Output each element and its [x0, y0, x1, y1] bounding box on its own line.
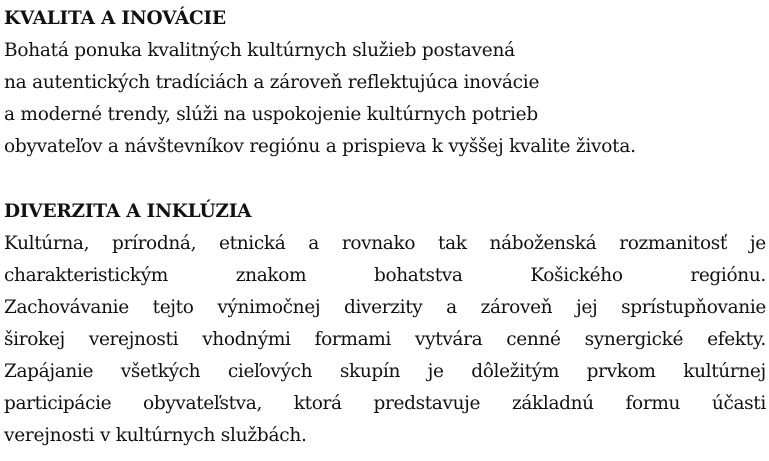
paragraph-line: a moderné trendy, slúži na uspokojenie kultúrnych potrieb — [4, 104, 538, 125]
word: kultúrnej — [683, 361, 766, 382]
word: vytvára — [415, 329, 483, 350]
word: Zachovávanie — [4, 297, 129, 318]
paragraph-line — [4, 260, 766, 292]
word: náboženská — [489, 233, 597, 254]
paragraph-line — [4, 292, 766, 324]
word: participácie — [4, 393, 112, 414]
word: prírodná, — [112, 233, 197, 254]
word: je — [749, 233, 766, 254]
word: skupín — [339, 361, 401, 382]
word: obyvateľstva, — [143, 393, 262, 414]
word: etnická — [219, 233, 286, 254]
paragraph-line — [4, 388, 766, 420]
word: efekty. — [707, 329, 766, 350]
word: jej — [576, 297, 598, 318]
word: verejnosti — [88, 329, 179, 350]
word: regiónu. — [690, 265, 766, 286]
section-diverzita-a-inkluzia — [4, 196, 766, 452]
word: dôležitým — [471, 361, 560, 382]
paragraph-line: obyvateľov a návštevníkov regiónu a prispieva k vyššej kvalite života. — [4, 136, 636, 157]
word: charakteristickým — [4, 265, 168, 286]
word: Kultúrna, — [4, 233, 90, 254]
word: predstavuje — [373, 393, 481, 414]
word: je — [427, 361, 444, 382]
word: všetkých — [120, 361, 201, 382]
section-kvalita-a-inovacie — [4, 3, 766, 163]
word: vhodnými — [202, 329, 291, 350]
word: znakom — [235, 265, 307, 286]
word: bohatstva — [373, 265, 463, 286]
word: výnimočnej — [217, 297, 321, 318]
word: a — [308, 233, 319, 254]
word: prvkom — [586, 361, 656, 382]
word: cenné — [506, 329, 561, 350]
word: formami — [314, 329, 392, 350]
section-heading: KVALITA A INOVÁCIE — [4, 8, 226, 29]
word: rovnako — [341, 233, 416, 254]
word: a — [446, 297, 457, 318]
word: Zapájanie — [4, 361, 94, 382]
section-heading: DIVERZITA A INKLÚZIA — [4, 201, 252, 222]
word: Košického — [530, 265, 623, 286]
word: účasti — [711, 393, 766, 414]
word: formu — [625, 393, 681, 414]
word: cieľových — [227, 361, 313, 382]
paragraph-line — [4, 228, 766, 260]
word: sprístupňovanie — [621, 297, 766, 318]
paragraph-line: Bohatá ponuka kvalitných kultúrnych služieb postavená — [4, 40, 515, 61]
word: diverzity — [343, 297, 423, 318]
paragraph-line — [4, 324, 766, 356]
paragraph-line: na autentických tradíciách a zároveň reflektujúca inovácie — [4, 72, 540, 93]
word: zároveň — [480, 297, 553, 318]
word: tejto — [152, 297, 194, 318]
word: širokej — [4, 329, 65, 350]
paragraph-line — [4, 356, 766, 388]
word: základnú — [511, 393, 594, 414]
word: synergické — [584, 329, 684, 350]
word: rozmanitosť — [619, 233, 728, 254]
word: tak — [438, 233, 467, 254]
word: ktorá — [293, 393, 342, 414]
paragraph-line: verejnosti v kultúrnych službách. — [4, 425, 307, 446]
